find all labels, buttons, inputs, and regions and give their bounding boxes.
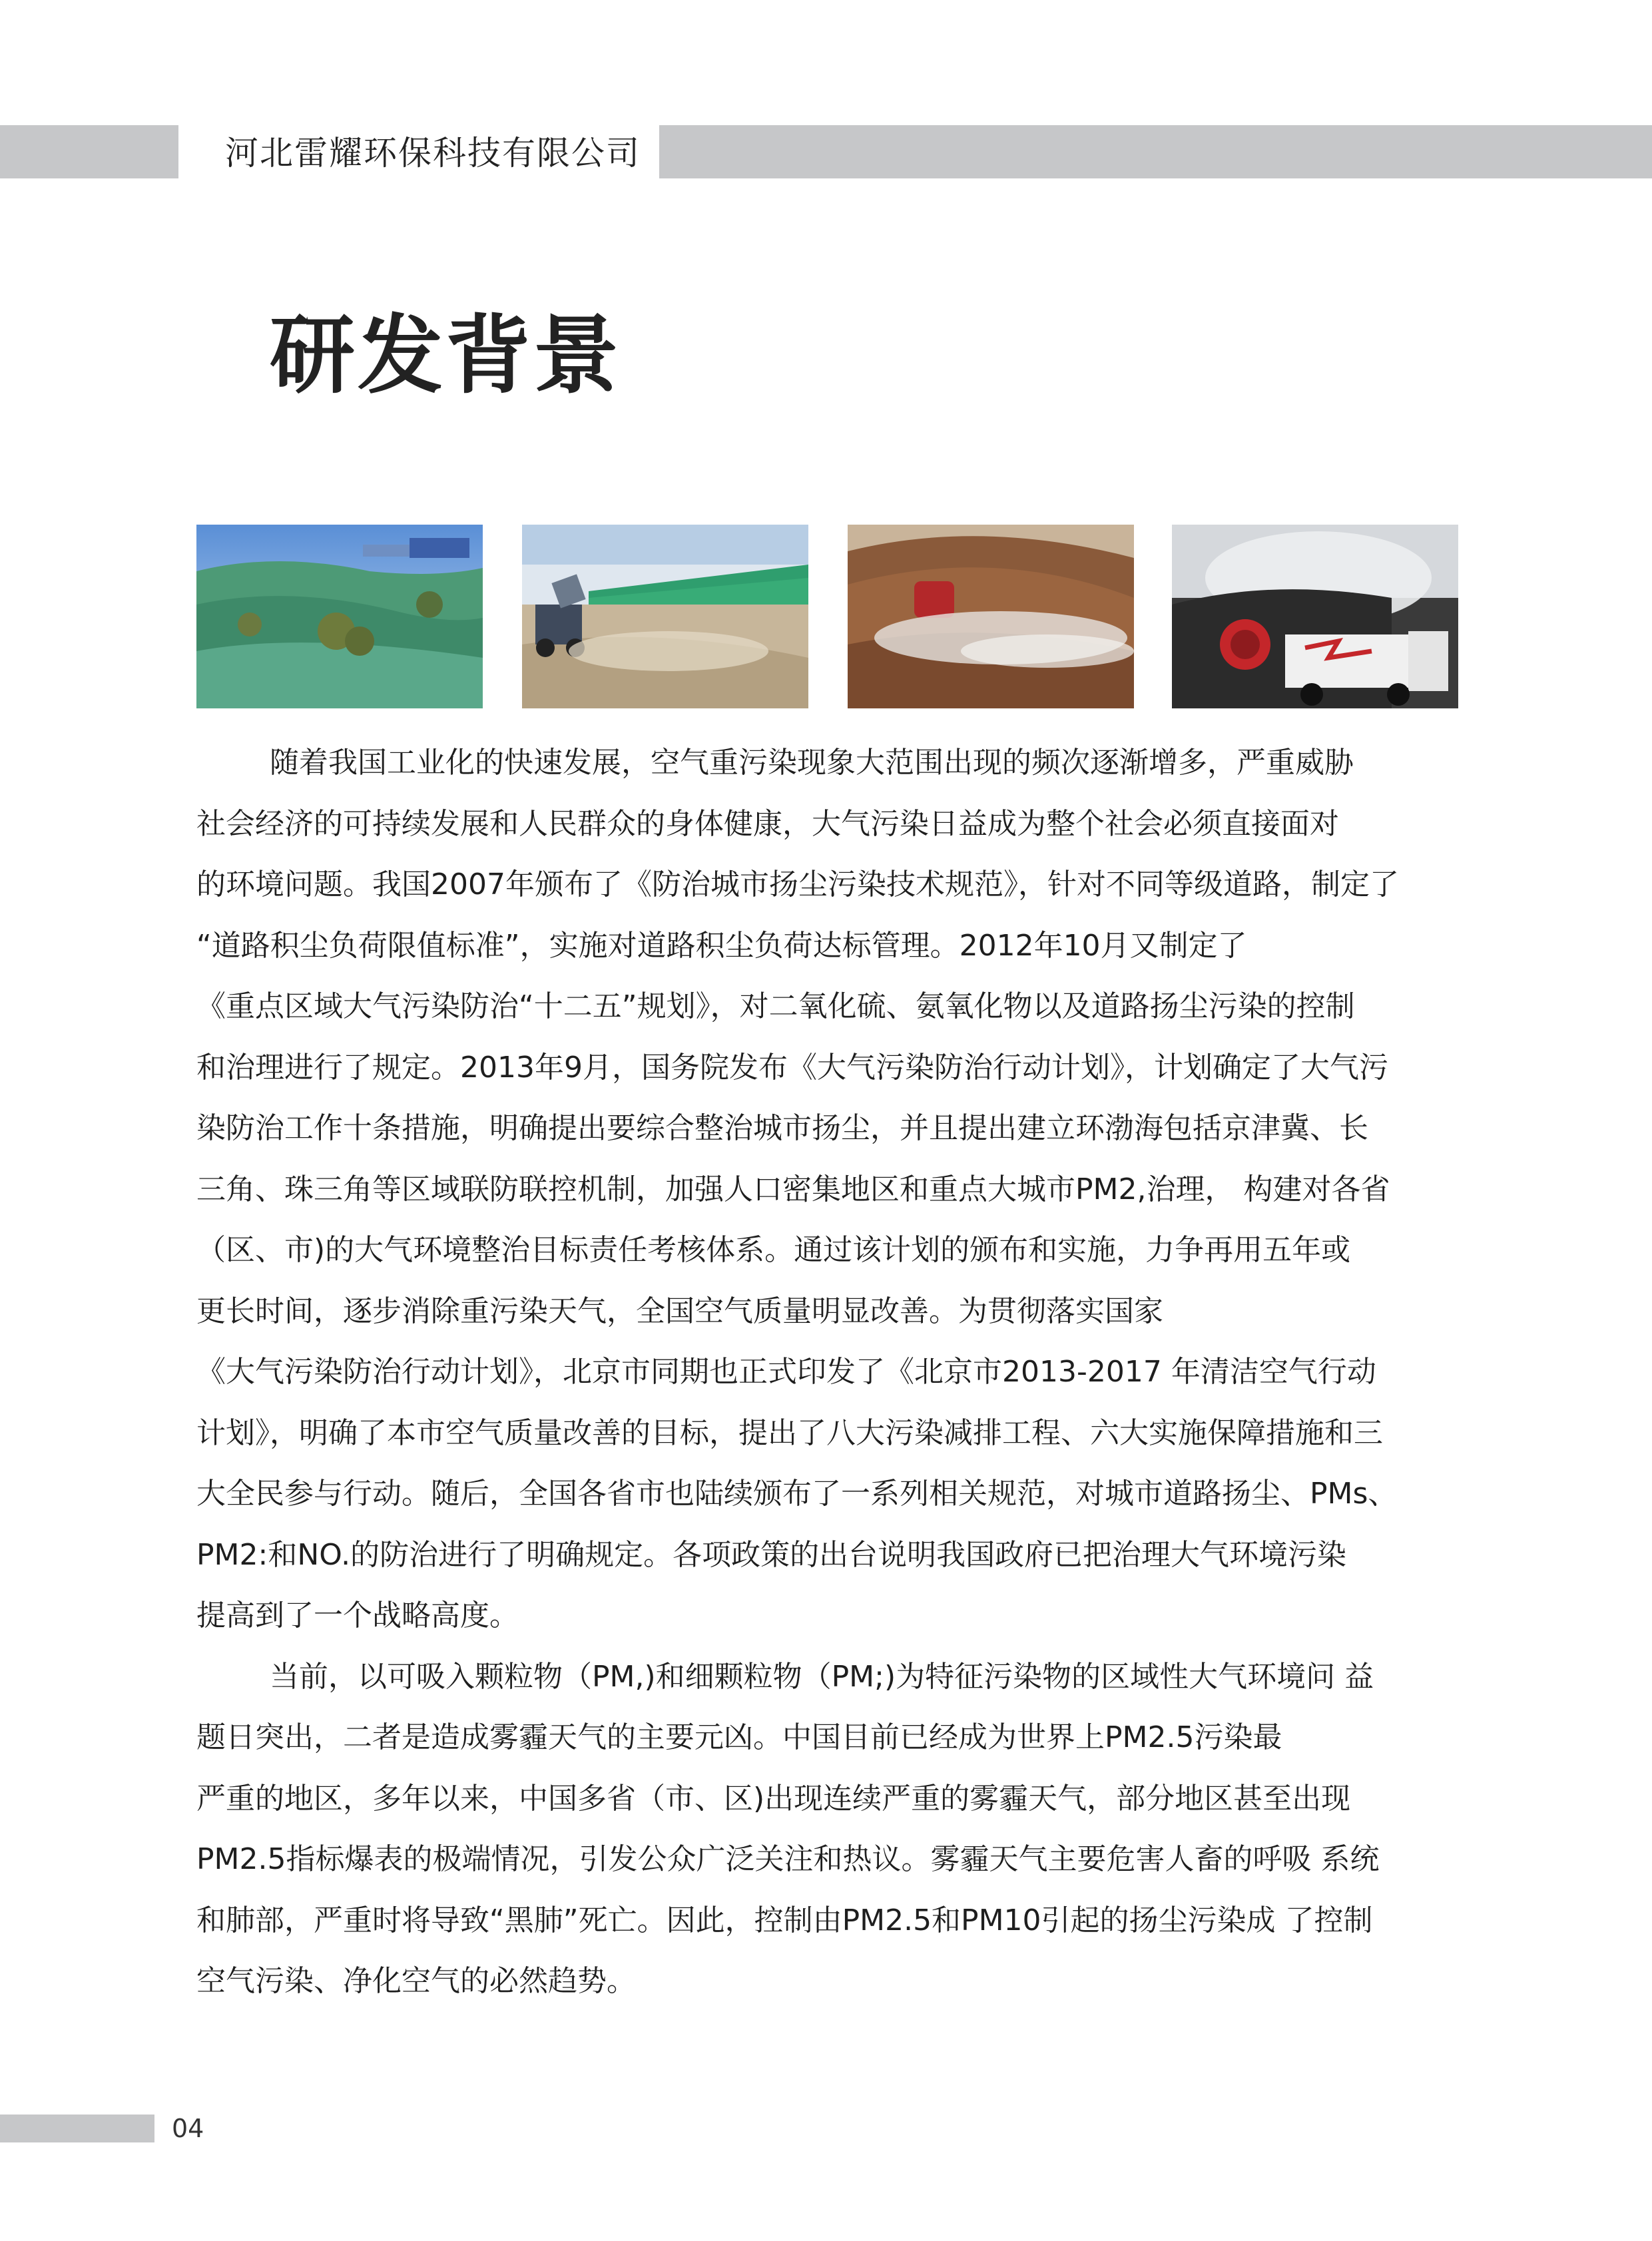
dust-suppression-cannon-truck-photo (522, 525, 808, 708)
paragraph-line: 题日突出，二者是造成雾霾天气的主要元凶。中国目前已经成为世界上PM2.5污染最 (196, 1720, 1282, 1754)
company-name: 河北雷耀环保科技有限公司 (225, 134, 641, 172)
paragraph-line: 和治理进行了规定。2013年9月，国务院发布《大气污染防治行动计划》，计划确定了大气污 (196, 1050, 1388, 1085)
paragraph-line: PM2:和NO.的防治进行了明确规定。各项政策的出台说明我国政府已把治理大气环境污染 (196, 1537, 1347, 1572)
paragraph-line: 提高到了一个战略高度。 (196, 1599, 519, 1632)
paragraph-line: 严重的地区，多年以来，中国多省（市、区)出现连续严重的雾霾天气，部分地区甚至出现 (196, 1781, 1351, 1816)
paragraph-line: 更长时间，逐步消除重污染天气，全国空气质量明显改善。为贯彻落实国家 (196, 1294, 1163, 1328)
paragraph-line: 和肺部，严重时将导致“黑肺”死亡。因此，控制由PM2.5和PM10引起的扬尘污染成 了控制 (196, 1903, 1373, 1937)
body-text (196, 732, 1468, 2012)
paragraph-line: 社会经济的可持续发展和人民群众的身体健康，大气污染日益成为整个社会必须直接面对 (196, 806, 1339, 841)
paragraph-line: 的环境问题。我国2007年颁布了《防治城市扬尘污染技术规范》，针对不同等级道路，制定了 (196, 868, 1399, 901)
page-number: 04 (172, 2114, 204, 2143)
header-bar-right (659, 125, 1652, 178)
fog-cannon-vehicle-coal-yard-photo (1172, 525, 1458, 708)
paragraph-line: “道路积尘负荷限值标准”，实施对道路积尘负荷达标管理。2012年10月又制定了 (196, 928, 1247, 963)
paragraph-line: 大全民参与行动。随后，全国各省市也陆续颁布了一系列相关规范，对城市道路扬尘、PMs、 (196, 1477, 1398, 1511)
mist-spray-on-sand-pile-photo (848, 525, 1134, 708)
paragraph-line: 空气污染、净化空气的必然趋势。 (196, 1964, 636, 1998)
paragraph-line: 染防治工作十条措施，明确提出要综合整治城市扬尘，并且提出建立环渤海包括京津冀、长 (196, 1111, 1368, 1145)
paragraph-line: 当前，以可吸入颗粒物（PM,)和细颗粒物（PM;)为特征污染物的区域性大气环境问 益 (270, 1659, 1374, 1694)
green-dust-covered-hillside-photo (196, 525, 483, 708)
paragraph-line: 三角、珠三角等区域联防联控机制，加强人口密集地区和重点大城市PM2,治理， 构建对各省 (196, 1172, 1390, 1206)
paragraph-line: （区、市)的大气环境整治目标责任考核体系。通过该计划的颁布和实施，力争再用五年或 (196, 1233, 1351, 1267)
paragraph-line: 《重点区域大气污染防治“十二五”规划》，对二氧化硫、氨氧化物以及道路扬尘污染的控制 (196, 989, 1355, 1023)
footer-bar (0, 2115, 154, 2142)
header-bar-left (0, 125, 178, 178)
paragraph-line: 随着我国工业化的快速发展，空气重污染现象大范围出现的频次逐渐增多，严重威胁 (270, 746, 1354, 780)
page-title: 研发背景 (270, 306, 622, 405)
paragraph-line: 计划》，明确了本市空气质量改善的目标，提出了八大污染减排工程、六大实施保障措施和三 (196, 1415, 1383, 1450)
paragraph-line: PM2.5指标爆表的极端情况，引发公众广泛关注和热议。雾霾天气主要危害人畜的呼吸 系统 (196, 1842, 1380, 1876)
paragraph-line: 《大气污染防治行动计划》，北京市同期也正式印发了《北京市2013-2017 年清洁空气行动 (196, 1355, 1376, 1389)
